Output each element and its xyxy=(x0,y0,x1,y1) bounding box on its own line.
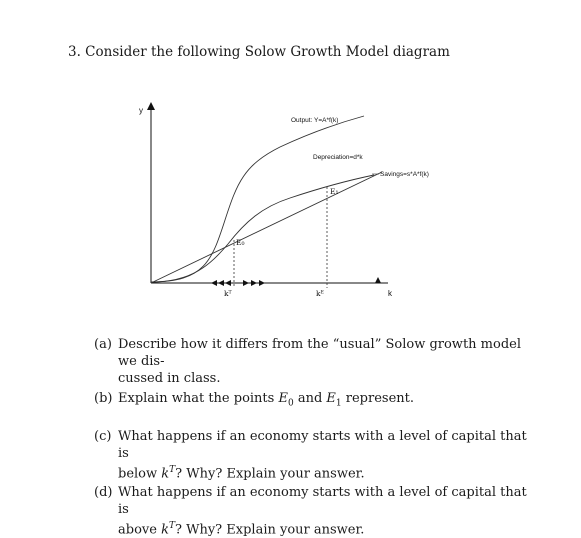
part-d-text-line-1: What happens if an economy starts with a level of capital that is xyxy=(118,485,527,517)
savings-label: Savings=s*A*f(k) xyxy=(380,171,429,178)
right-arrow-icon xyxy=(259,280,265,286)
arrow-down-icon xyxy=(375,277,381,283)
part-d-text-post: ? Why? Explain your answer. xyxy=(174,522,365,538)
right-arrow-icon xyxy=(251,280,257,286)
ke-tick-label: kᴱ xyxy=(316,289,324,298)
output-label: Output: Y=A*f(k) xyxy=(291,117,339,124)
part-c-text-line-1: What happens if an economy starts with a level of capital that is xyxy=(118,429,527,461)
question-heading: 3. Consider the following Solow Growth Model diagram xyxy=(68,44,450,60)
part-b-and: and xyxy=(293,391,327,406)
x-axis-label: k xyxy=(388,289,392,298)
part-b xyxy=(94,390,534,413)
part-d xyxy=(94,484,534,538)
part-d-k-sup: T xyxy=(168,521,175,531)
left-arrow-icon xyxy=(225,280,231,286)
part-b-e0-sub: 0 xyxy=(287,398,294,409)
part-d-label: (d) xyxy=(94,485,113,500)
left-arrow-icon xyxy=(218,280,224,286)
part-b-text-post: represent. xyxy=(341,391,415,406)
part-d-text-pre: above xyxy=(118,522,162,538)
depreciation-line xyxy=(151,172,382,283)
point-e1-label: E₁ xyxy=(330,187,339,196)
part-b-e0: E xyxy=(278,391,288,406)
part-c xyxy=(94,428,534,482)
part-c-k-sup: T xyxy=(169,465,176,475)
kt-tick-label: kᵀ xyxy=(224,289,232,298)
right-arrow-icon xyxy=(243,280,249,286)
part-a-text-line-2: cussed in class. xyxy=(118,371,221,386)
point-e0-label: E₀ xyxy=(236,238,245,247)
part-d-k: k xyxy=(161,522,169,538)
part-c-text-post: ? Why? Explain your answer. xyxy=(175,466,365,482)
part-a-text-line-1: Describe how it differs from the “usual” Solow growth model we dis- xyxy=(118,337,521,369)
part-b-e1: E xyxy=(326,391,336,406)
savings-curve xyxy=(151,175,374,282)
output-curve xyxy=(151,116,364,282)
part-a-label: (a) xyxy=(94,337,112,352)
part-b-label: (b) xyxy=(94,391,113,406)
part-a xyxy=(94,336,534,387)
left-arrow-icon xyxy=(211,280,217,286)
part-c-k: k xyxy=(161,466,170,482)
part-c-text-pre: below xyxy=(118,466,162,482)
part-c-label: (c) xyxy=(94,429,112,444)
part-b-e1-sub: 1 xyxy=(335,398,342,409)
part-b-text-pre: Explain what the points xyxy=(118,391,279,406)
y-axis-arrow-icon xyxy=(147,102,155,110)
y-axis-label: y xyxy=(139,106,143,115)
depreciation-label: Depreciation=d*k xyxy=(313,154,363,161)
